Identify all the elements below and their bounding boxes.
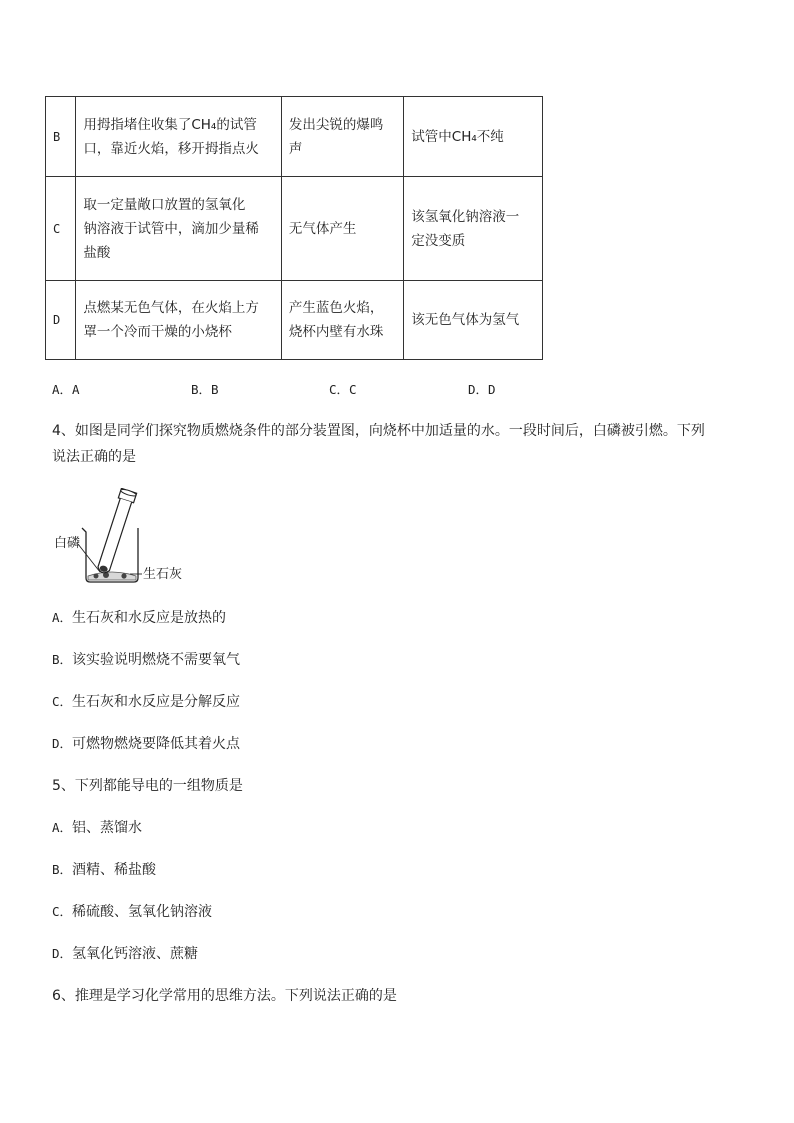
row-label: D [46,281,76,360]
table-row [46,97,543,177]
q5-option-b: B．酒精、稀盐酸 [52,862,157,878]
phosphorus-leader-line [78,544,100,572]
quicklime-lump [94,574,99,579]
q4-option-a: A．生石灰和水反应是放热的 [52,610,227,626]
operation-cell: 用拇指堵住收集了CH₄的试管 口，靠近火焰，移开拇指点火 [76,97,281,177]
q6-stem: 6、推理是学习化学常用的思维方法。下列说法正确的是 [52,988,397,1004]
phenomenon-cell: 发出尖锐的爆鸣 声 [281,97,403,177]
table-row [46,177,543,281]
row-label: B [46,97,76,177]
apparatus-figure [50,488,200,588]
q5-option-c: C．稀硫酸、氢氧化钠溶液 [52,904,213,920]
q3-option-b: B．B [191,382,219,397]
phenomenon-cell: 产生蓝色火焰， 烧杯内壁有水珠 [281,281,403,360]
q4-option-b: B．该实验说明燃烧不需要氧气 [52,652,241,668]
q5-option-a: A．铝、蒸馏水 [52,820,143,836]
q4-stem: 4、如图是同学们探究物质燃烧条件的部分装置图，向烧杯中加适量的水。一段时间后，白磷被引燃。下列 说法正确的是 [52,423,705,465]
conclusion-cell: 该氢氧化钠溶液一 定没变质 [404,177,543,281]
label-white-phosphorus: 白磷 [54,536,81,551]
q4-option-c: C．生石灰和水反应是分解反应 [52,694,241,710]
table-row [46,281,543,360]
operation-cell: 点燃某无色气体，在火焰上方 罩一个冷而干燥的小烧杯 [76,281,281,360]
q3-options [52,378,652,402]
phenomenon-cell: 无气体产生 [281,177,403,281]
label-quicklime: 生石灰 [143,567,183,582]
q5-stem: 5、下列都能导电的一组物质是 [52,778,243,794]
row-label: C [46,177,76,281]
test-tube [95,488,137,575]
conclusion-cell: 试管中CH₄不纯 [404,97,543,177]
q5-option-d: D．氢氧化钙溶液、蔗糖 [52,946,199,962]
operation-cell: 取一定量敞口放置的氢氧化 钠溶液于试管中，滴加少量稀 盐酸 [76,177,281,281]
quicklime-lump [121,573,126,578]
q3-option-a: A．A [52,382,80,397]
q4-option-d: D．可燃物燃烧要降低其着火点 [52,736,241,752]
q3-option-d: D．D [468,382,496,397]
q3-option-c: C．C [329,382,357,397]
conclusion-cell: 该无色气体为氢气 [404,281,543,360]
experiment-table [45,96,543,360]
